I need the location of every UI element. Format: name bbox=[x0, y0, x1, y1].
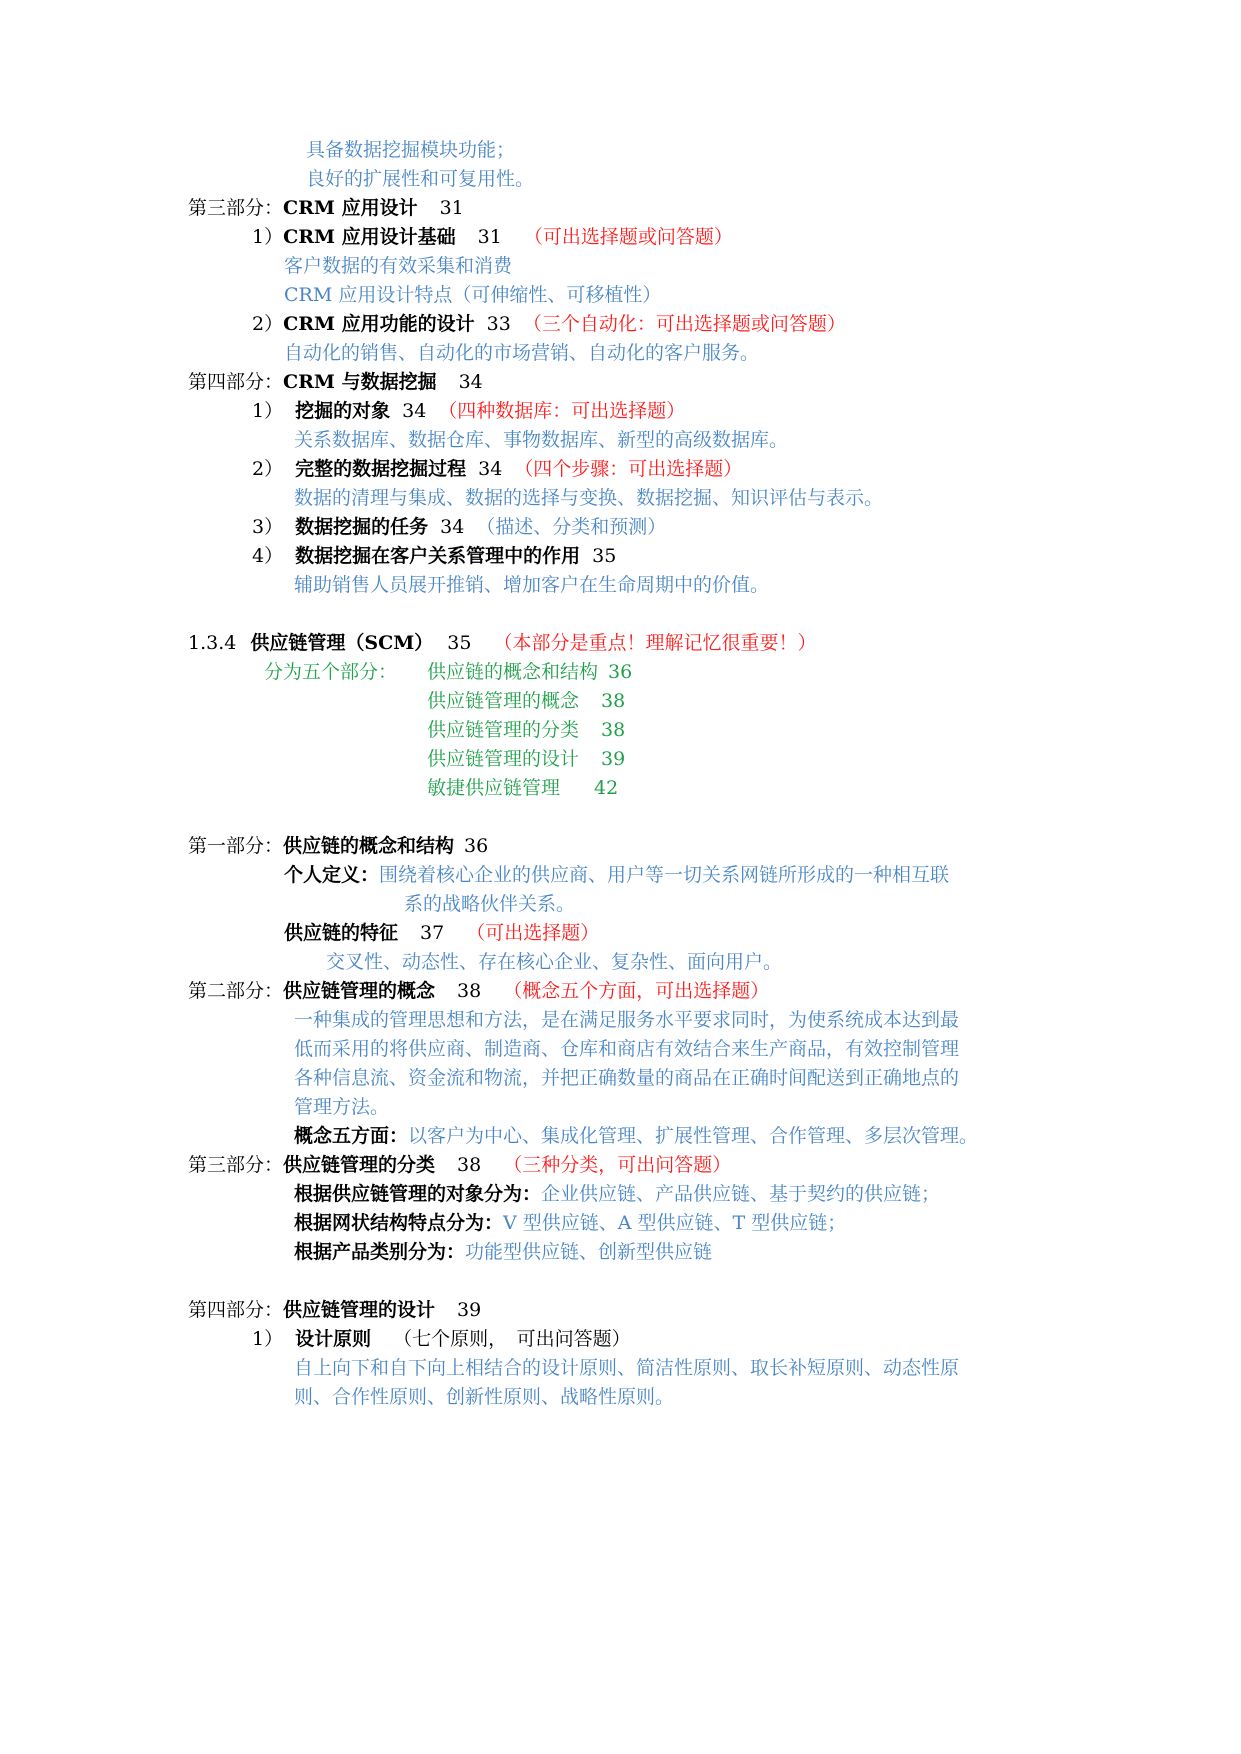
chapter-heading bbox=[188, 630, 816, 656]
page-number: 38 bbox=[457, 1154, 482, 1176]
section-prefix: 第三部分： bbox=[188, 197, 284, 219]
item-number: 1） bbox=[252, 226, 284, 248]
classification-line bbox=[294, 1181, 940, 1207]
page-number: 34 bbox=[478, 458, 503, 480]
section-heading bbox=[188, 1152, 731, 1178]
classification-line bbox=[294, 1239, 712, 1265]
exam-note: （本部分是重点！理解记忆很重要！） bbox=[493, 632, 817, 654]
classification-text: V 型供应链、A 型供应链、T 型供应链； bbox=[503, 1212, 847, 1234]
item-number: 1） bbox=[252, 400, 284, 422]
item-number: 1） bbox=[252, 1328, 284, 1350]
item-number: 3） bbox=[252, 516, 284, 538]
classification-text: 功能型供应链、创新型供应链 bbox=[465, 1241, 713, 1263]
text-line: 各种信息流、资金流和物流，并把正确数量的商品在正确时间配送到正确地点的 bbox=[294, 1067, 960, 1089]
chapter-number: 1.3.4 bbox=[188, 632, 237, 654]
item-number: 2） bbox=[252, 458, 284, 480]
item-number: 2） bbox=[252, 313, 284, 335]
part-item: 供应链管理的概念 38 bbox=[427, 690, 626, 712]
section-title: 供应链的概念和结构 bbox=[283, 835, 455, 857]
section-heading bbox=[188, 833, 488, 859]
subsection-heading bbox=[252, 311, 846, 337]
page-number: 34 bbox=[402, 400, 427, 422]
definition-label: 概念五方面： bbox=[294, 1125, 409, 1147]
text-line: 则、合作性原则、创新性原则、战略性原则。 bbox=[294, 1386, 675, 1408]
subsection-title: CRM 应用设计基础 bbox=[283, 226, 456, 248]
page-number: 36 bbox=[464, 835, 489, 857]
text-line: 低而采用的将供应商、制造商、仓库和商店有效结合来生产商品，有效控制管理 bbox=[294, 1038, 960, 1060]
section-title: 供应链管理的分类 bbox=[283, 1154, 436, 1176]
subsection-title: 数据挖掘在客户关系管理中的作用 bbox=[295, 545, 581, 567]
section-title: CRM 应用设计 bbox=[283, 197, 418, 219]
section-heading bbox=[188, 978, 769, 1004]
definition-line bbox=[294, 1123, 978, 1149]
exam-note: （四种数据库：可出选择题） bbox=[438, 400, 686, 422]
subsection-title: CRM 应用功能的设计 bbox=[283, 313, 475, 335]
chapter-title: 供应链管理（SCM） bbox=[250, 632, 434, 654]
exam-note: （三个自动化：可出选择题或问答题） bbox=[522, 313, 846, 335]
text-line: 关系数据库、数据仓库、事物数据库、新型的高级数据库。 bbox=[294, 429, 789, 451]
section-title: CRM 与数据挖掘 bbox=[283, 371, 437, 393]
section-heading bbox=[188, 1297, 481, 1323]
page-number: 37 bbox=[420, 922, 445, 944]
section-prefix: 第四部分： bbox=[188, 1299, 284, 1321]
subsection-title: 挖掘的对象 bbox=[295, 400, 391, 422]
page-number: 35 bbox=[592, 545, 617, 567]
section-prefix: 第四部分： bbox=[188, 371, 284, 393]
part-item: 敏捷供应链管理 42 bbox=[427, 777, 619, 799]
page-number: 39 bbox=[457, 1299, 482, 1321]
subsection-title: 设计原则 bbox=[295, 1328, 372, 1350]
definition-text: 以客户为中心、集成化管理、扩展性管理、合作管理、多层次管理。 bbox=[408, 1125, 979, 1147]
definition-text: 围绕着核心企业的供应商、用户等一切关系网链所形成的一种相互联 bbox=[379, 864, 950, 886]
part-item: 供应链管理的设计 39 bbox=[427, 748, 626, 770]
section-prefix: 第一部分： bbox=[188, 835, 284, 857]
subsection-heading bbox=[252, 224, 733, 250]
subsection-heading bbox=[284, 920, 599, 946]
page-number: 38 bbox=[457, 980, 482, 1002]
subsection-title: 完整的数据挖掘过程 bbox=[295, 458, 467, 480]
classification-label: 根据供应链管理的对象分为： bbox=[294, 1183, 542, 1205]
text-line: 自上向下和自下向上相结合的设计原则、简洁性原则、取长补短原则、动态性原 bbox=[294, 1357, 960, 1379]
section-heading bbox=[188, 195, 464, 221]
exam-note: （四个步骤：可出选择题） bbox=[514, 458, 743, 480]
definition-label: 个人定义： bbox=[284, 864, 380, 886]
page-number: 35 bbox=[447, 632, 472, 654]
exam-note: （可出选择题或问答题） bbox=[523, 226, 733, 248]
text-line: 具备数据挖掘模块功能； bbox=[306, 139, 516, 161]
page-number: 31 bbox=[439, 197, 464, 219]
part-item: 供应链的概念和结构 36 bbox=[427, 661, 633, 683]
definition-line bbox=[284, 862, 949, 888]
section-heading bbox=[188, 369, 483, 395]
page-number: 31 bbox=[477, 226, 502, 248]
parts-intro: 分为五个部分： bbox=[264, 661, 398, 683]
classification-text: 企业供应链、产品供应链、基于契约的供应链； bbox=[541, 1183, 941, 1205]
section-title: 供应链管理的概念 bbox=[283, 980, 436, 1002]
subsection-heading bbox=[252, 456, 742, 482]
classification-label: 根据产品类别分为： bbox=[294, 1241, 466, 1263]
exam-note: （可出选择题） bbox=[466, 922, 600, 944]
text-line: 客户数据的有效采集和消费 bbox=[284, 255, 513, 277]
subsection-heading bbox=[252, 514, 666, 540]
section-prefix: 第三部分： bbox=[188, 1154, 284, 1176]
text-line: 数据的清理与集成、数据的选择与变换、数据挖掘、知识评估与表示。 bbox=[294, 487, 884, 509]
exam-note: （三种分类，可出问答题） bbox=[503, 1154, 732, 1176]
subsection-heading bbox=[252, 398, 685, 424]
text-line: CRM 应用设计特点（可伸缩性、可移植性） bbox=[284, 284, 662, 306]
exam-note: （描述、分类和预测） bbox=[476, 516, 667, 538]
section-prefix: 第二部分： bbox=[188, 980, 284, 1002]
text-line: 良好的扩展性和可复用性。 bbox=[306, 168, 535, 190]
subsection-heading bbox=[252, 1326, 631, 1352]
subsection-title: 数据挖掘的任务 bbox=[295, 516, 429, 538]
exam-note: （七个原则， 可出问答题） bbox=[393, 1328, 631, 1350]
section-title: 供应链管理的设计 bbox=[283, 1299, 436, 1321]
text-line: 一种集成的管理思想和方法，是在满足服务水平要求同时，为使系统成本达到最 bbox=[294, 1009, 960, 1031]
page-number: 33 bbox=[486, 313, 511, 335]
subsection-title: 供应链的特征 bbox=[284, 922, 399, 944]
text-line: 系的战略伙伴关系。 bbox=[404, 893, 576, 915]
text-line: 自动化的销售、自动化的市场营销、自动化的客户服务。 bbox=[284, 342, 760, 364]
page-number: 34 bbox=[458, 371, 483, 393]
text-line: 辅助销售人员展开推销、增加客户在生命周期中的价值。 bbox=[294, 574, 770, 596]
text-line: 管理方法。 bbox=[294, 1096, 390, 1118]
subsection-heading bbox=[252, 543, 616, 569]
classification-label: 根据网状结构特点分为： bbox=[294, 1212, 504, 1234]
part-item: 供应链管理的分类 38 bbox=[427, 719, 626, 741]
classification-line bbox=[294, 1210, 846, 1236]
text-line: 交叉性、动态性、存在核心企业、复杂性、面向用户。 bbox=[326, 951, 783, 973]
item-number: 4） bbox=[252, 545, 284, 567]
exam-note: （概念五个方面，可出选择题） bbox=[503, 980, 770, 1002]
page-number: 34 bbox=[440, 516, 465, 538]
